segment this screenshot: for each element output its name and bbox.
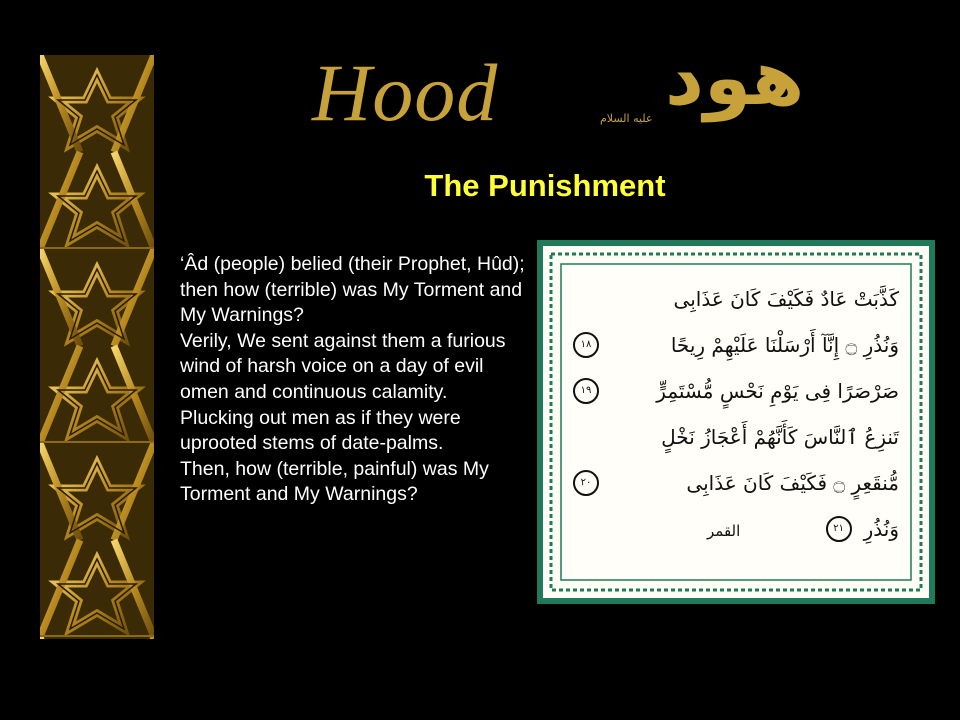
geometric-pattern-icon xyxy=(40,55,154,639)
verse-text: صَرْصَرًا فِى يَوْمِ نَحْسٍ مُّسْتَمِرٍّ xyxy=(656,379,899,403)
translation-paragraph: Plucking out men as if they were uprooted stems of date-palms. xyxy=(180,406,461,455)
ayah-number-marker: ٢٠ xyxy=(573,470,599,496)
verse-text: كَذَّبَتْ عَادٌ فَكَيْفَ كَانَ عَذَابِى xyxy=(673,287,899,311)
translation-text xyxy=(180,252,532,508)
translation-paragraph: Verily, We sent against them a furious wind of harsh voice on a day of evil omen and continuous calamity. xyxy=(180,329,506,403)
verse-line xyxy=(573,460,899,506)
decorative-border-strip xyxy=(40,55,154,639)
ayah-number-marker: ١٩ xyxy=(573,378,599,404)
verse-line xyxy=(573,276,899,322)
verse-text: مُّنقَعِرٍ ۝ فَكَيْفَ كَانَ عَذَابِى xyxy=(686,471,899,495)
verse-line xyxy=(573,414,899,460)
page-title-arabic: هود xyxy=(665,33,805,122)
ayah-number-marker: ٢١ xyxy=(826,516,852,542)
verse-text: وَنُذُرِ ۝ إِنَّآ أَرْسَلْنَا عَلَيْهِمْ رِيحًا xyxy=(670,333,899,357)
surah-name-label: القمر xyxy=(707,522,741,540)
verse-line xyxy=(573,322,899,368)
verse-text: تَنزِعُ ٱلنَّاسَ كَأَنَّهُمْ أَعْجَازُ نَخْلٍ xyxy=(661,425,899,449)
translation-paragraph: Then, how (terrible, painful) was My Torment and My Warnings? xyxy=(180,457,489,506)
quran-verse-image xyxy=(537,240,935,604)
verse-text: وَنُذُرِ xyxy=(863,517,899,541)
translation-paragraph: ‘Âd (people) belied (their Prophet, Hûd); then how (terrible) was My Torment and My Warnings? xyxy=(180,253,525,327)
ayah-number-marker: ١٨ xyxy=(573,332,599,358)
honorific-label: عليه السلام xyxy=(600,112,653,125)
page-title-english: Hood xyxy=(312,47,499,138)
verse-line xyxy=(573,368,899,414)
slide-subtitle: The Punishment xyxy=(424,168,666,203)
